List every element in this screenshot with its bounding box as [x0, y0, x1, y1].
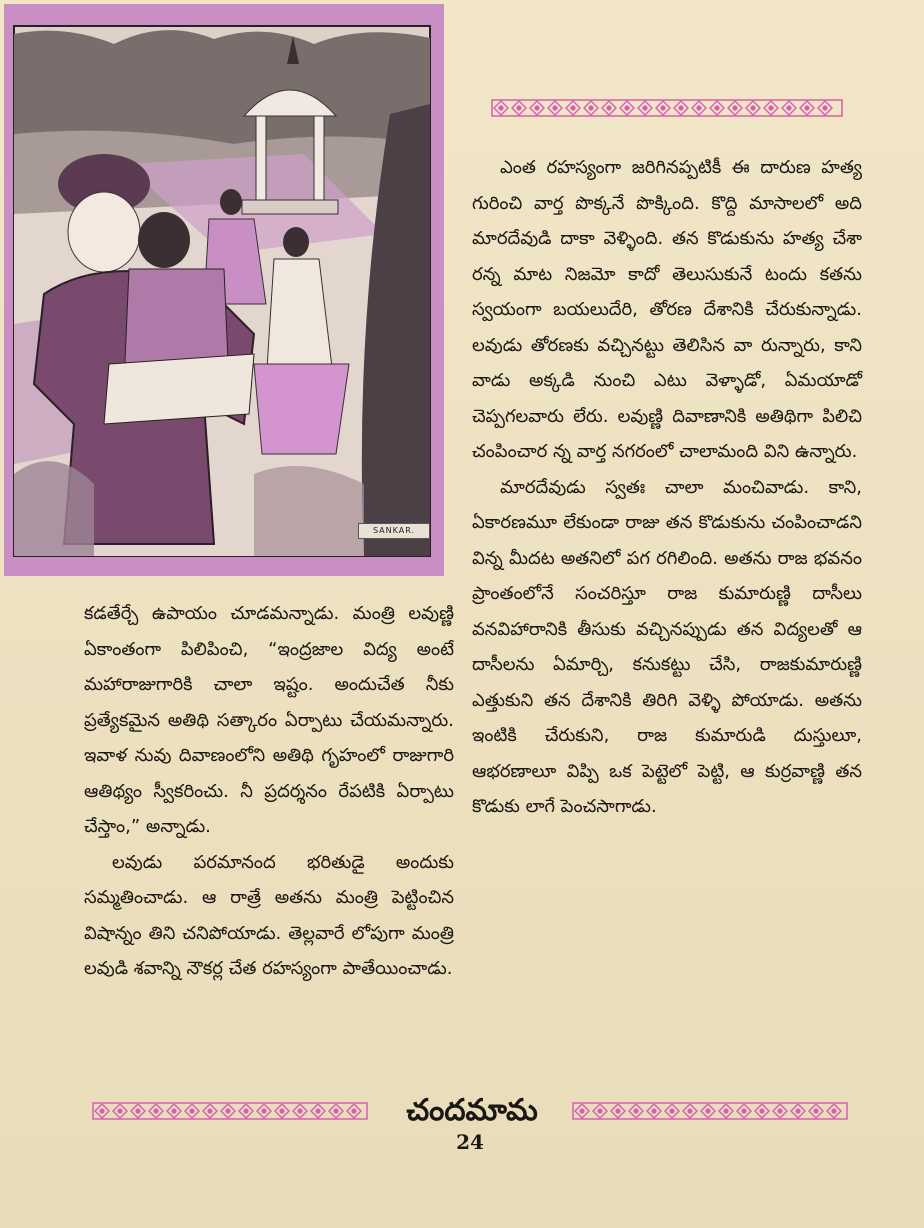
left-text-column	[84, 596, 454, 987]
ornament-dot	[171, 1108, 176, 1113]
ornament-dot	[723, 1108, 728, 1113]
ornament-dot	[633, 1108, 638, 1113]
ornament-dot	[624, 105, 629, 110]
paragraph: ఎంత రహస్యంగా జరిగినప్పటికీ ఈ దారుణ హత్య గురించి వార్త పొక్కనే పొక్కింది. కొద్ది మాసాలలో అది మారదేవుడి దాకా వెళ్ళింది. తన కొడుకును హత్య చేశా రన్న మాట నిజమో కాదో తెలుసుకునే టందు కతను స్వయంగా బయలుదేరి, తోరణ దేశానికి చేరుకున్నాడు. లవుడు తోరణకు వచ్చినట్టు తెలిసిన వా రున్నారు, కాని వాడు అక్కడి నుంచి ఎటు వెళ్ళాడో, ఏమయాడో చెప్పగలవారు లేరు. లవుణ్ణి దివాణానికి అతిథిగా పిలిచి చంపించార న్న వార్త నగరంలో చాలామంది విని ఉన్నారు.	[472, 157, 862, 462]
footer-ornament-left	[92, 1100, 368, 1122]
ornament-dot	[117, 1108, 122, 1113]
paragraph: కడతేర్చే ఉపాయం చూడమన్నాడు. మంత్రి లవుణ్ణి ఏకాంతంగా పిలిపించి, “ఇంద్రజాల విద్య అంటే మహారాజుగారికి చాలా ఇష్టం. అందుచేత నీకు ప్రత్యేకమైన అతిథి సత్కారం ఏర్పాటు చేయమన్నారు. ఇవాళ నువు దివాణంలోని అతిథి గృహంలో రాజుగారి ఆతిథ్యం స్వీకరించు. నీ ప్రదర్శనం రేపటికి ఏర్పాటు చేస్తాం,” అన్నాడు.	[84, 603, 454, 837]
ornament-dot	[804, 105, 809, 110]
ornament-dot	[669, 1108, 674, 1113]
ornament-dot	[315, 1108, 320, 1113]
ornament-dot	[534, 105, 539, 110]
ornament-dot	[786, 105, 791, 110]
ornament-dot	[153, 1108, 158, 1113]
ornament-dot	[588, 105, 593, 110]
ornament-dot	[813, 1108, 818, 1113]
top-ornament-band	[491, 97, 843, 119]
ornament-dot	[570, 105, 575, 110]
ornament-dot	[189, 1108, 194, 1113]
ornament-dot	[261, 1108, 266, 1113]
ornament-dot	[642, 105, 647, 110]
ornament-dot	[714, 105, 719, 110]
artist-signature: SANKAR.	[358, 523, 430, 539]
ornament-dot	[741, 1108, 746, 1113]
ornament-dot	[333, 1108, 338, 1113]
ornament-dot	[759, 1108, 764, 1113]
paragraph: మారదేవుడు స్వతః చాలా మంచివాడు. కాని, ఏకారణమూ లేకుండా రాజు తన కొడుకును చంపించాడని విన్న మీదట అతనిలో పగ రగిలింది. అతను రాజ భవనం ప్రాంతంలోనే సంచరిస్తూ రాజ కుమారుణ్ణి దాసీలు వనవిహారానికి తీసుకు వచ్చినప్పుడు తన విద్యలతో ఆ దాసీలను ఏమార్చి, కనుకట్టు చేసి, రాజకుమారుణ్ణి ఎత్తుకుని తన దేశానికి తిరిగి వెళ్ళి పోయాడు. అతను ఇంటికి చేరుకుని, రాజ కుమారుడి దుస్తులూ, ఆభరణాలూ విప్పి ఒక పెట్టెలో పెట్టి, ఆ కుర్రవాణ్ణి తన కొడుకు లాగే పెంచసాగాడు.	[472, 476, 862, 817]
ornament-dot	[696, 105, 701, 110]
ornament-dot	[243, 1108, 248, 1113]
ornament-dot	[768, 105, 773, 110]
ornament-dot	[498, 105, 503, 110]
illustration-drawing	[4, 4, 444, 576]
ornament-dot	[279, 1108, 284, 1113]
ornament-dot	[678, 105, 683, 110]
ornament-dot	[732, 105, 737, 110]
ornament-dot	[660, 105, 665, 110]
footer-ornament-right	[572, 1100, 848, 1122]
ornament-dot	[651, 1108, 656, 1113]
ornament-dot	[606, 105, 611, 110]
ornament-dot	[99, 1108, 104, 1113]
ornament-dot	[795, 1108, 800, 1113]
ornament-dot	[597, 1108, 602, 1113]
ornament-dot	[777, 1108, 782, 1113]
ornament-dot	[750, 105, 755, 110]
ornament-dot	[207, 1108, 212, 1113]
ornament-dot	[831, 1108, 836, 1113]
story-illustration	[4, 4, 444, 576]
magazine-title: చందమామ	[406, 1093, 538, 1128]
ornament-dot	[135, 1108, 140, 1113]
right-text-column	[472, 150, 862, 825]
ornament-dot	[225, 1108, 230, 1113]
ornament-dot	[516, 105, 521, 110]
ornament-dot	[351, 1108, 356, 1113]
ornament-dot	[615, 1108, 620, 1113]
paragraph: లవుడు పరమానంద భరితుడై అందుకు సమ్మతించాడు. ఆ రాత్రే అతను మంత్రి పెట్టించిన విషాన్నం తిని చనిపోయాడు. తెల్లవారే లోపుగా మంత్రి లవుడి శవాన్ని నౌకర్ల చేత రహస్యంగా పాతేయించాడు.	[84, 851, 454, 979]
ornament-dot	[687, 1108, 692, 1113]
page-number: 24	[456, 1130, 484, 1154]
ornament-dot	[552, 105, 557, 110]
ornament-dot	[579, 1108, 584, 1113]
ornament-dot	[297, 1108, 302, 1113]
ornament-dot	[822, 105, 827, 110]
ornament-dot	[705, 1108, 710, 1113]
